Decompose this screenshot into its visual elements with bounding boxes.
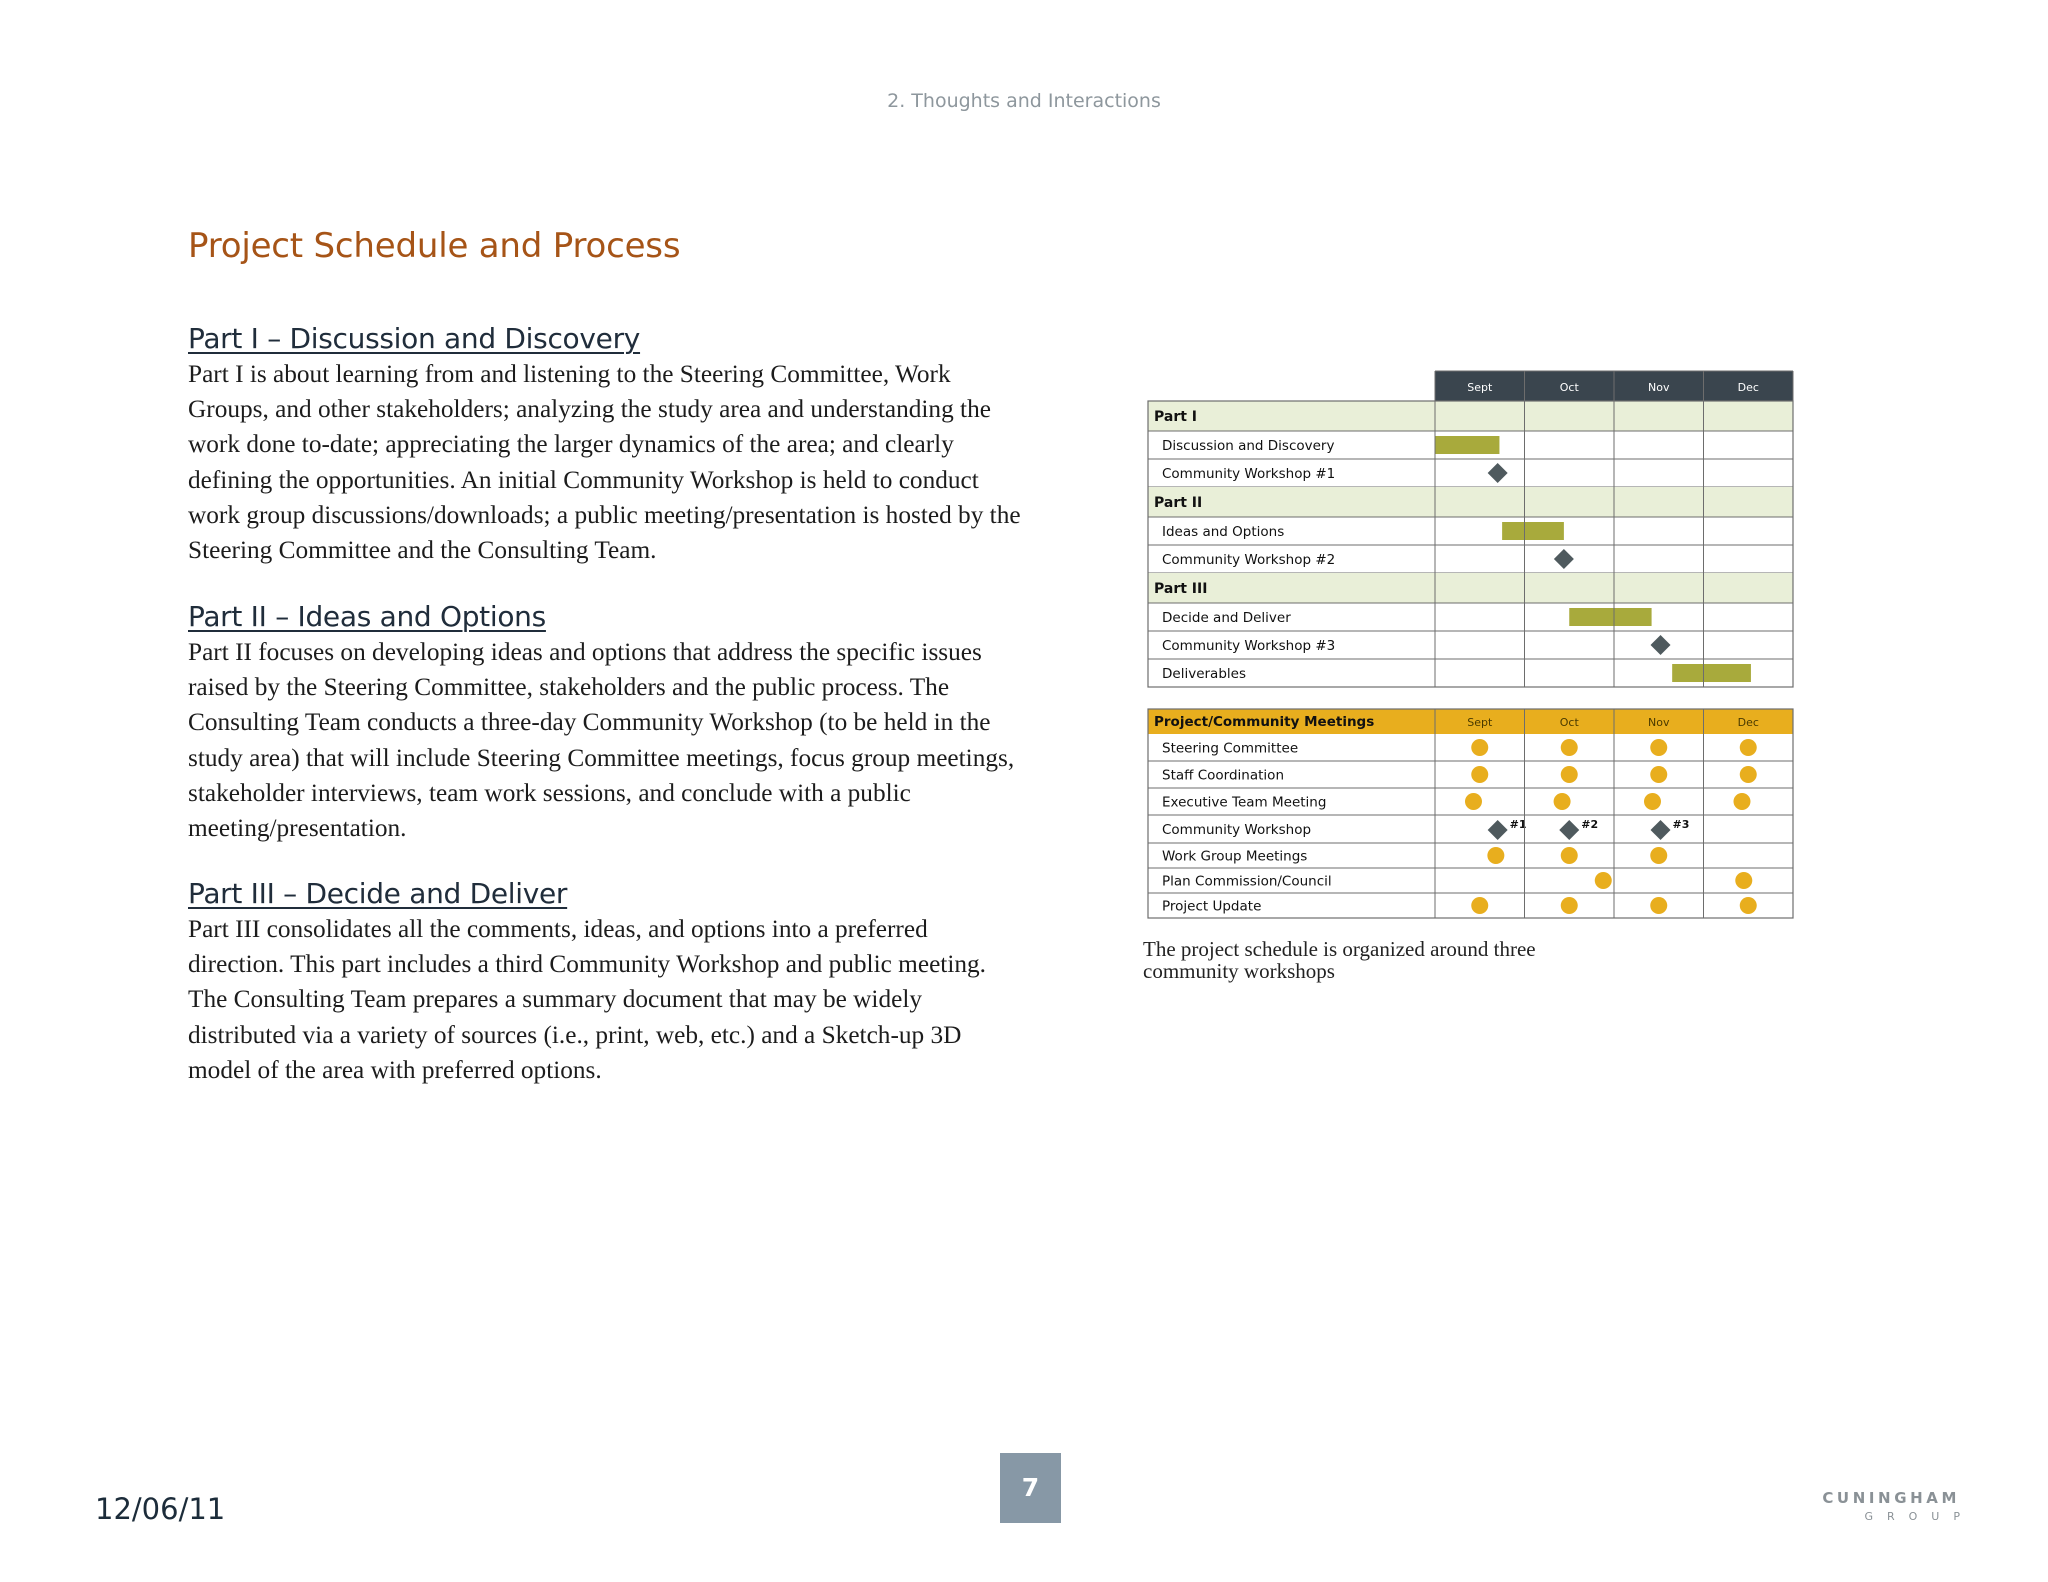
workshop-diamond xyxy=(1559,820,1579,840)
workshop-number-label: #1 xyxy=(1509,818,1527,831)
schedule-chart xyxy=(1140,365,1800,950)
task-bar xyxy=(1569,608,1651,626)
section-heading: Part I – Discussion and Discovery xyxy=(188,322,641,355)
logo-line-1: CUNINGHAM xyxy=(1822,1489,1960,1507)
meeting-dot xyxy=(1650,897,1667,914)
schedule-column-label: Oct xyxy=(1559,381,1579,394)
schedule-column-label: Sept xyxy=(1467,381,1493,394)
schedule-column-label: Dec xyxy=(1737,381,1759,394)
workshop-diamond xyxy=(1651,820,1671,840)
section-body: Part II focuses on developing ideas and options that address the specific issues raised by the Steering Committee, stakeholders and the public process. The Consulting Team conducts a three-day Community Workshop (to be held in the study area) that will include Steering Committee meetings, focus group meetings, stakeholder interviews, team work sessions, and conclude with a public meeting/presentation. xyxy=(188,638,1015,843)
task-bar xyxy=(1435,436,1499,454)
meeting-dot xyxy=(1554,793,1571,810)
meeting-dot xyxy=(1735,872,1752,889)
workshop-diamond xyxy=(1488,820,1508,840)
meeting-dot xyxy=(1561,739,1578,756)
task-label: Decide and Deliver xyxy=(1162,610,1291,626)
meeting-dot xyxy=(1740,739,1757,756)
phase-label: Part I xyxy=(1154,409,1198,425)
logo-line-2: GROUP xyxy=(1864,1510,1974,1523)
schedule-column-label: Nov xyxy=(1648,381,1670,394)
meetings-column-label: Sept xyxy=(1467,716,1493,729)
section-heading: Part II – Ideas and Options xyxy=(188,600,546,633)
meeting-dot xyxy=(1650,739,1667,756)
section-part-1 xyxy=(188,322,1028,568)
meetings-title: Project/Community Meetings xyxy=(1154,714,1375,730)
meeting-dot xyxy=(1465,793,1482,810)
milestone-diamond xyxy=(1488,463,1508,483)
meeting-dot xyxy=(1471,766,1488,783)
task-bar xyxy=(1672,664,1751,682)
page-number: 7 xyxy=(1000,1453,1061,1523)
company-logo xyxy=(1810,1489,1974,1523)
meeting-label: Project Update xyxy=(1162,898,1262,915)
meetings-column-label: Nov xyxy=(1648,716,1670,729)
meeting-dot xyxy=(1740,766,1757,783)
meeting-dot xyxy=(1733,793,1750,810)
meeting-dot xyxy=(1644,793,1661,810)
meeting-label: Community Workshop xyxy=(1162,822,1312,838)
page-title: Project Schedule and Process xyxy=(188,226,681,266)
workshop-number-label: #2 xyxy=(1581,818,1599,831)
meeting-label: Plan Commission/Council xyxy=(1162,873,1332,890)
meetings-column-label: Dec xyxy=(1737,716,1759,729)
phase-label: Part III xyxy=(1154,581,1208,597)
section-heading: Part III – Decide and Deliver xyxy=(188,877,568,910)
task-label: Discussion and Discovery xyxy=(1162,438,1335,454)
task-label: Deliverables xyxy=(1162,666,1246,682)
meeting-label: Steering Committee xyxy=(1162,740,1299,757)
phase-row-fill xyxy=(1148,487,1793,517)
meeting-label: Work Group Meetings xyxy=(1162,848,1308,865)
footer-date: 12/06/11 xyxy=(95,1492,226,1526)
meeting-dot xyxy=(1650,847,1667,864)
meeting-dot xyxy=(1487,847,1504,864)
task-label: Community Workshop #2 xyxy=(1162,552,1336,568)
schedule-chart-svg xyxy=(1140,365,1800,945)
section-body: Part I is about learning from and listening to the Steering Committee, Work Groups, and other stakeholders; analyzing the study area and understanding the work done to-date; appreciating the larger dynamics of the area; and clearly defining the opportunities. An initial Community Workshop is held to conduct work group discussions/downloads; a public meeting/presentation is hosted by the Steering Committee and the Consulting Team. xyxy=(188,360,1021,565)
milestone-diamond xyxy=(1554,549,1574,569)
workshop-number-label: #3 xyxy=(1672,818,1690,831)
section-part-3 xyxy=(188,877,1028,1088)
phase-label: Part II xyxy=(1154,495,1203,511)
task-bar xyxy=(1502,522,1564,540)
phase-row-fill xyxy=(1148,573,1793,603)
milestone-diamond xyxy=(1651,635,1671,655)
task-label: Community Workshop #3 xyxy=(1162,638,1336,654)
chart-caption: The project schedule is organized around three community workshops xyxy=(1143,937,1536,983)
meeting-dot xyxy=(1471,739,1488,756)
meeting-dot xyxy=(1595,872,1612,889)
meeting-dot xyxy=(1561,766,1578,783)
meeting-dot xyxy=(1561,897,1578,914)
meeting-dot xyxy=(1740,897,1757,914)
meeting-dot xyxy=(1650,766,1667,783)
meetings-column-label: Oct xyxy=(1559,716,1579,729)
meeting-dot xyxy=(1471,897,1488,914)
phase-row-fill xyxy=(1148,401,1793,431)
task-label: Ideas and Options xyxy=(1162,524,1285,540)
running-head: 2. Thoughts and Interactions xyxy=(887,90,1161,112)
meeting-dot xyxy=(1561,847,1578,864)
section-body: Part III consolidates all the comments, ideas, and options into a preferred direction. This part includes a third Community Workshop and public meeting. The Consulting Team prepares a summary document that may be widely distributed via a variety of sources (i.e., print, web, etc.) and a Sketch-up 3D model of the area with preferred options. xyxy=(188,915,986,1084)
task-label: Community Workshop #1 xyxy=(1162,466,1336,482)
section-part-2 xyxy=(188,600,1028,846)
meeting-label: Executive Team Meeting xyxy=(1162,794,1327,811)
meeting-label: Staff Coordination xyxy=(1162,767,1284,784)
